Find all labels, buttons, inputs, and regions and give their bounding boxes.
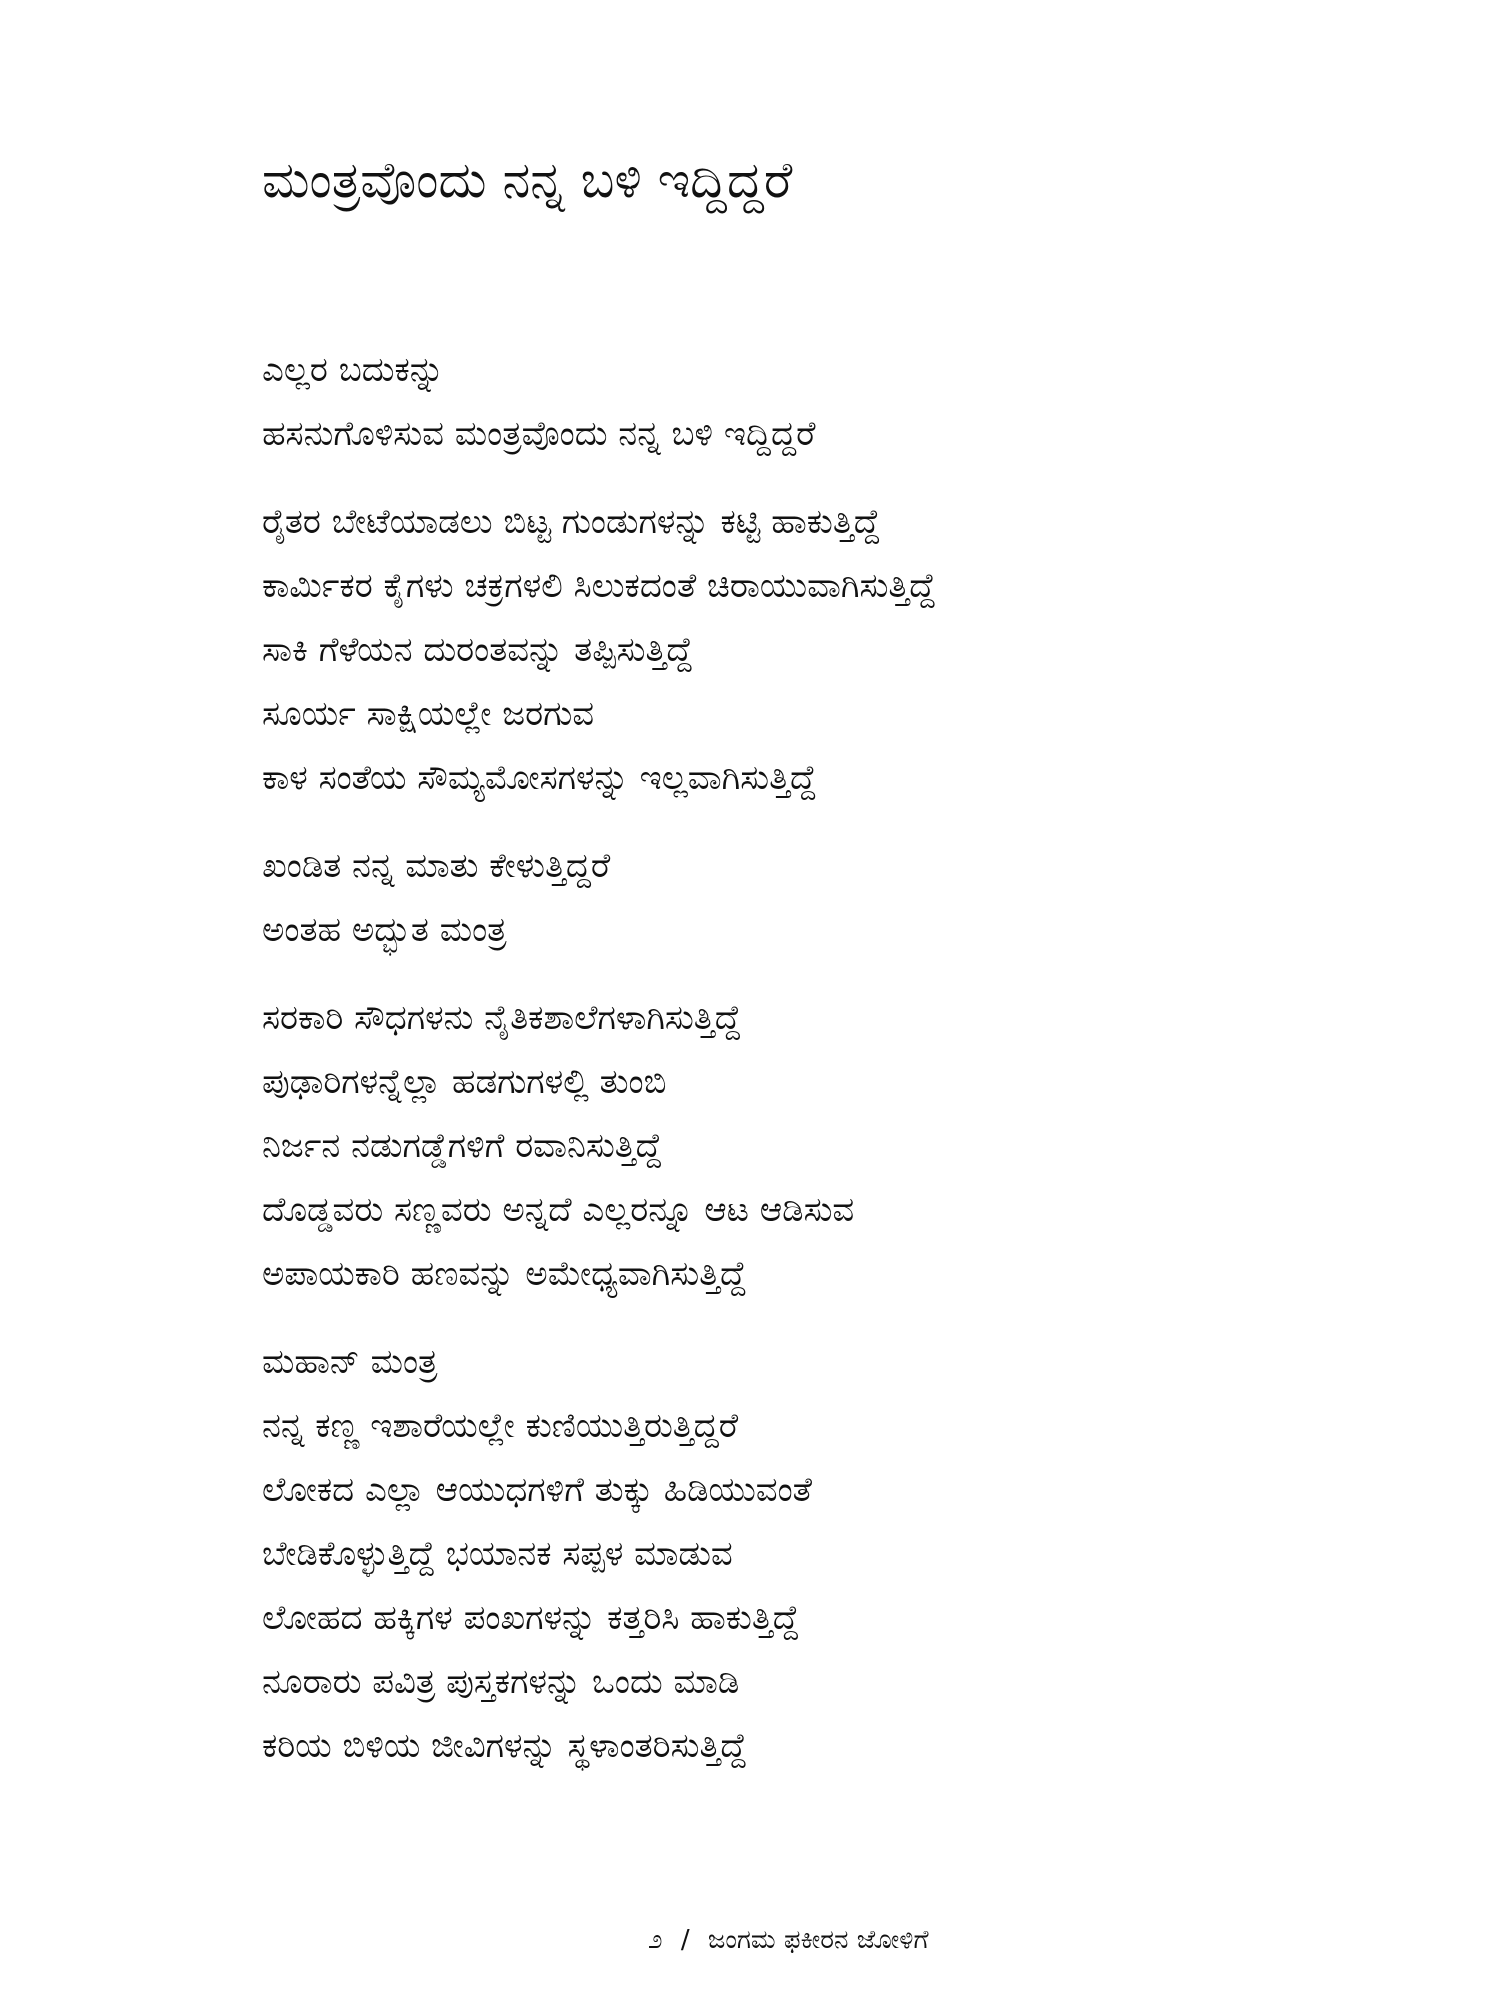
poem-line: ಕರಿಯ ಬಿಳಿಯ ಜೀವಿಗಳನ್ನು ಸ್ಥಳಾಂತರಿಸುತ್ತಿದ್ದೆ <box>262 1726 747 1766</box>
stanza-4 <box>262 986 1412 1306</box>
poem-line: ಸೂರ್ಯ ಸಾಕ್ಷಿಯಲ್ಲೇ ಜರಗುವ <box>262 694 595 734</box>
poem-line: ಸಾಕಿ ಗೆಳೆಯನ ದುರಂತವನ್ನು ತಪ್ಪಿಸುತ್ತಿದ್ದೆ <box>262 630 693 670</box>
poem-line: ಲೋಕದ ಎಲ್ಲಾ ಆಯುಧಗಳಿಗೆ ತುಕ್ಕು ಹಿಡಿಯುವಂತೆ <box>262 1470 813 1510</box>
poem-line: ಅಪಾಯಕಾರಿ ಹಣವನ್ನು ಅಮೇಧ್ಯವಾಗಿಸುತ್ತಿದ್ದೆ <box>262 1254 747 1294</box>
poem-line: ಹಸನುಗೊಳಿಸುವ ಮಂತ್ರವೊಂದು ನನ್ನ ಬಳಿ ಇದ್ದಿದ್ದರೆ <box>262 414 816 454</box>
poem-title: ಮಂತ್ರವೊಂದು ನನ್ನ ಬಳಿ ಇದ್ದಿದ್ದರೆ <box>262 151 793 209</box>
stanza-3 <box>262 834 1412 962</box>
poem-line: ಸರಕಾರಿ ಸೌಧಗಳನು ನೈತಿಕಶಾಲೆಗಳಾಗಿಸುತ್ತಿದ್ದೆ <box>262 998 742 1038</box>
footer-separator: / <box>680 1925 690 1955</box>
page-footer <box>648 1920 929 1960</box>
poem-line: ರೈತರ ಬೇಟೆಯಾಡಲು ಬಿಟ್ಟ ಗುಂಡುಗಳನ್ನು ಕಟ್ಟಿ ಹಾಕುತ್ತಿದ್ದೆ <box>262 502 881 542</box>
book-title: ಜಂಗಮ ಫಕೀರನ ಜೋಳಿಗೆ <box>707 1925 929 1955</box>
poem-line: ಅಂತಹ ಅದ್ಭುತ ಮಂತ್ರ <box>262 910 507 950</box>
poem-line: ಕಾರ್ಮಿಕರ ಕೈಗಳು ಚಕ್ರಗಳಲಿ ಸಿಲುಕದಂತೆ ಚಿರಾಯುವಾಗಿಸುತ್ತಿದ್ದೆ <box>262 566 936 606</box>
stanza-2 <box>262 490 1412 810</box>
poem-line: ಖಂಡಿತ ನನ್ನ ಮಾತು ಕೇಳುತ್ತಿದ್ದರೆ <box>262 846 611 886</box>
poem-line: ಪುಢಾರಿಗಳನ್ನೆಲ್ಲಾ ಹಡಗುಗಳಲ್ಲಿ ತುಂಬಿ <box>262 1062 667 1102</box>
poem-line: ಲೋಹದ ಹಕ್ಕಿಗಳ ಪಂಖಗಳನ್ನು ಕತ್ತರಿಸಿ ಹಾಕುತ್ತಿದ್ದೆ <box>262 1598 800 1638</box>
stanza-5 <box>262 1330 1412 1778</box>
page-number: ೨ <box>648 1925 663 1955</box>
poem-line: ದೊಡ್ಡವರು ಸಣ್ಣವರು ಅನ್ನದೆ ಎಲ್ಲರನ್ನೂ ಆಟ ಆಡಿಸುವ <box>262 1190 855 1230</box>
poem-line: ನನ್ನ ಕಣ್ಣ ಇಶಾರೆಯಲ್ಲೇ ಕುಣಿಯುತ್ತಿರುತ್ತಿದ್ದರೆ <box>262 1406 739 1446</box>
poem-line: ಬೇಡಿಕೊಳ್ಳುತ್ತಿದ್ದೆ ಭಯಾನಕ ಸಪ್ಪಳ ಮಾಡುವ <box>262 1534 733 1574</box>
poem-line: ಎಲ್ಲರ ಬದುಕನ್ನು <box>262 350 445 390</box>
stanza-1 <box>262 338 1412 466</box>
poem-line: ಮಹಾನ್ ಮಂತ್ರ <box>262 1342 438 1382</box>
poem-line: ಕಾಳ ಸಂತೆಯ ಸೌಮ್ಯಮೋಸಗಳನ್ನು ಇಲ್ಲವಾಗಿಸುತ್ತಿದ್ದೆ <box>262 758 817 798</box>
poem-line: ನೂರಾರು ಪವಿತ್ರ ಪುಸ್ತಕಗಳನ್ನು ಒಂದು ಮಾಡಿ <box>262 1662 740 1702</box>
poem-line: ನಿರ್ಜನ ನಡುಗಡ್ಡೆಗಳಿಗೆ ರವಾನಿಸುತ್ತಿದ್ದೆ <box>262 1126 663 1166</box>
poem-body <box>262 338 1412 1778</box>
